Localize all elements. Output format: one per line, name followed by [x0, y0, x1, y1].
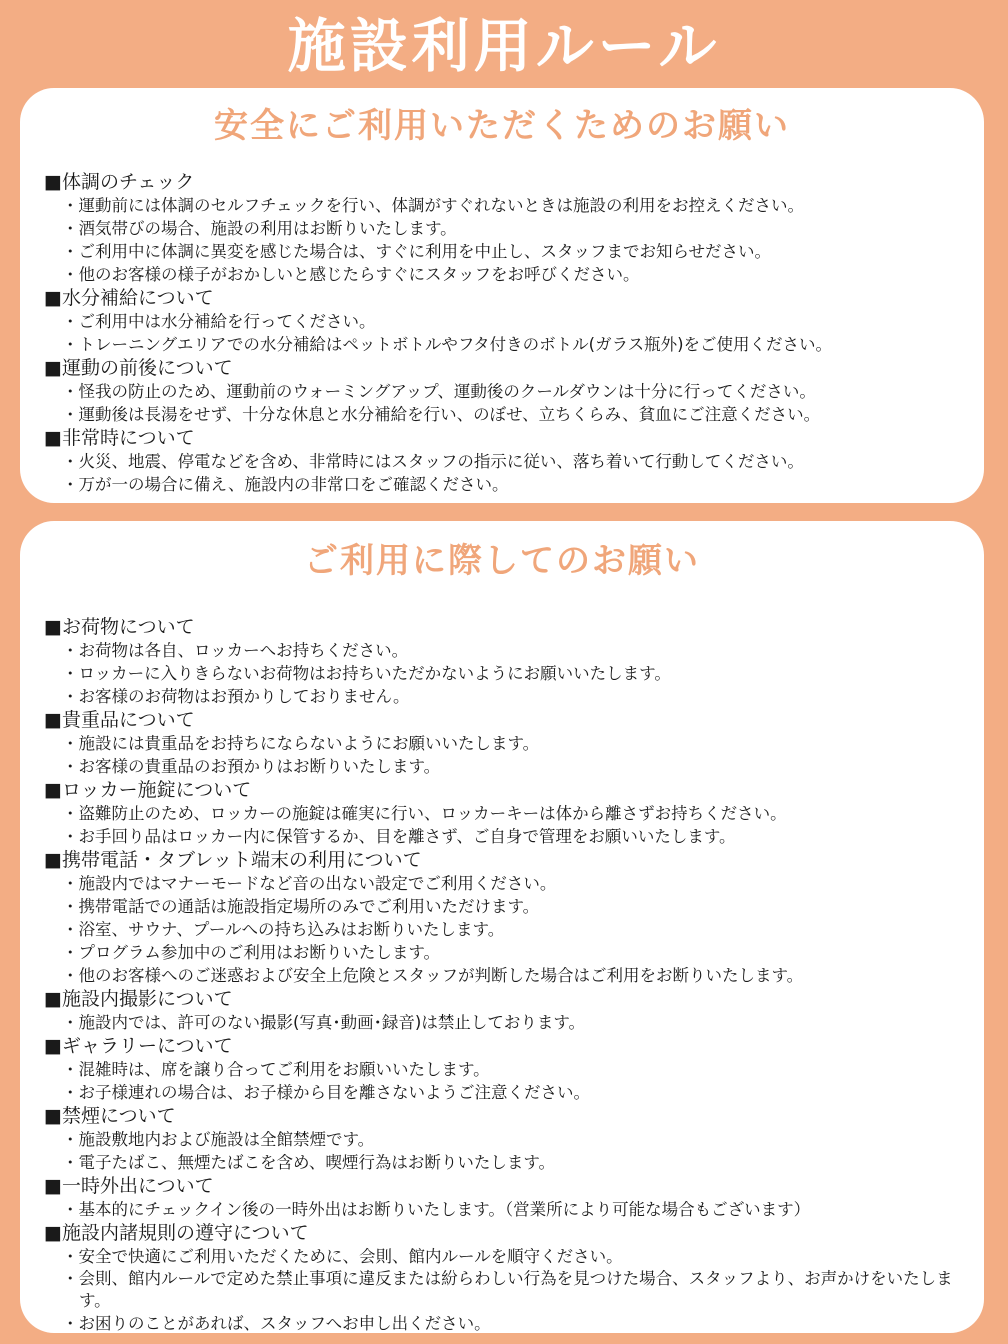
section-heading: ■禁煙について	[44, 1105, 176, 1127]
rule-item: ・ お困りのことがあれば、スタッフへお申し出ください。	[62, 1312, 966, 1335]
rule-item: ・ プログラム参加中のご利用はお断りいたします。	[62, 941, 966, 964]
section-heading: ■ギャラリーについて	[44, 1035, 233, 1057]
section-heading: ■ロッカー施錠について	[44, 779, 252, 801]
section-valuables	[44, 708, 966, 778]
section-heading: ■携帯電話・タブレット端末の利用について	[44, 849, 422, 871]
rule-item: ・ 携帯電話での通話は施設指定場所のみでご利用いただけます。	[62, 895, 966, 918]
rule-item: ・ 会則、館内ルールで定めた禁止事項に違反または紛らわしい行為を見つけた場合、スタッフより、お声かけをいたします。	[62, 1268, 966, 1312]
section-gallery	[44, 1034, 966, 1104]
rule-item: ・ 運動前には体調のセルフチェックを行い、体調がすぐれないときは施設の利用をお控えください。	[62, 194, 966, 217]
section-heading: ■体調のチェック	[44, 171, 195, 193]
rule-item: ・ 施設敷地内および施設は全館禁煙です。	[62, 1128, 966, 1151]
rule-item: ・ ご利用中は水分補給を行ってください。	[62, 310, 966, 333]
section-health-check	[44, 170, 966, 286]
rule-item: ・ 浴室、サウナ、プールへの持ち込みはお断りいたします。	[62, 918, 966, 941]
usage-card	[20, 521, 984, 1333]
rule-item: ・ ロッカーに入りきらないお荷物はお持ちいただかないようにお願いいたします。	[62, 662, 966, 685]
rule-item: ・ 怪我の防止のため、運動前のウォーミングアップ、運動後のクールダウンは十分に行ってください。	[62, 380, 966, 403]
rule-item: ・ 施設には貴重品をお持ちにならないようにお願いいたします。	[62, 732, 966, 755]
rule-item: ・ 他のお客様の様子がおかしいと感じたらすぐにスタッフをお呼びください。	[62, 263, 966, 286]
rule-item: ・ 運動後は長湯をせず、十分な休息と水分補給を行い、のぼせ、立ちくらみ、貧血にご注意ください。	[62, 403, 966, 426]
section-heading: ■一時外出について	[44, 1175, 214, 1197]
section-mobile-devices	[44, 848, 966, 987]
rule-item: ・ お客様の貴重品のお預かりはお断りいたします。	[62, 755, 966, 778]
section-temporary-exit	[44, 1174, 966, 1221]
rule-item: ・ 他のお客様へのご迷惑および安全上危険とスタッフが判断した場合はご利用をお断りいたします。	[62, 964, 966, 987]
usage-card-title: ご利用に際してのお願い	[304, 541, 700, 581]
section-hydration	[44, 286, 966, 356]
section-heading: ■お荷物について	[44, 616, 195, 638]
rule-item: ・ お手回り品はロッカー内に保管するか、目を離さず、ご自身で管理をお願いいたします。	[62, 825, 966, 848]
rule-item: ・ お子様連れの場合は、お子様から目を離さないようご注意ください。	[62, 1081, 966, 1104]
rule-item: ・ 火災、地震、停電などを含め、非常時にはスタッフの指示に従い、落ち着いて行動してください。	[62, 450, 966, 473]
rule-item: ・ 盗難防止のため、ロッカーの施錠は確実に行い、ロッカーキーは体から離さずお持ちください。	[62, 802, 966, 825]
rule-item: ・ お荷物は各自、ロッカーへお持ちください。	[62, 639, 966, 662]
section-before-after-exercise	[44, 356, 966, 426]
section-no-smoking	[44, 1104, 966, 1174]
section-heading: ■施設内撮影について	[44, 988, 233, 1010]
section-compliance	[44, 1221, 966, 1335]
section-belongings	[44, 615, 966, 708]
safety-sections	[20, 170, 984, 496]
rule-item: ・ 基本的にチェックイン後の一時外出はお断りいたします。（営業所により可能な場合もございます）	[62, 1198, 966, 1221]
rule-item: ・ 酒気帯びの場合、施設の利用はお断りいたします。	[62, 217, 966, 240]
usage-sections	[20, 615, 984, 1335]
rule-item: ・ お客様のお荷物はお預かりしておりません。	[62, 685, 966, 708]
section-heading: ■貴重品について	[44, 709, 195, 731]
section-photography	[44, 987, 966, 1034]
rule-item: ・ 安全で快適にご利用いただくために、会則、館内ルールを順守ください。	[62, 1245, 966, 1268]
page-title: 施設利用ルール	[287, 12, 721, 80]
section-emergency	[44, 426, 966, 496]
rule-item: ・ 施設内では、許可のない撮影(写真･動画･録音)は禁止しております。	[62, 1011, 966, 1034]
section-heading: ■運動の前後について	[44, 357, 233, 379]
rule-item: ・ 施設内ではマナーモードなど音の出ない設定でご利用ください。	[62, 872, 966, 895]
section-heading: ■水分補給について	[44, 287, 214, 309]
rule-item: ・ 混雑時は、席を譲り合ってご利用をお願いいたします。	[62, 1058, 966, 1081]
safety-card	[20, 88, 984, 503]
rule-item: ・ ご利用中に体調に異変を感じた場合は、すぐに利用を中止し、スタッフまでお知らせださい。	[62, 240, 966, 263]
rule-item: ・ 電子たばこ、無煙たばこを含め、喫煙行為はお断りいたします。	[62, 1151, 966, 1174]
section-heading: ■非常時について	[44, 427, 195, 449]
section-locker	[44, 778, 966, 848]
safety-card-title: 安全にご利用いただくためのお願い	[214, 106, 790, 146]
rule-item: ・ 万が一の場合に備え、施設内の非常口をご確認ください。	[62, 473, 966, 496]
rule-item: ・ トレーニングエリアでの水分補給はペットボトルやフタ付きのボトル(ガラス瓶外)をご使用ください。	[62, 333, 966, 356]
section-heading: ■施設内諸規則の遵守について	[44, 1222, 309, 1244]
